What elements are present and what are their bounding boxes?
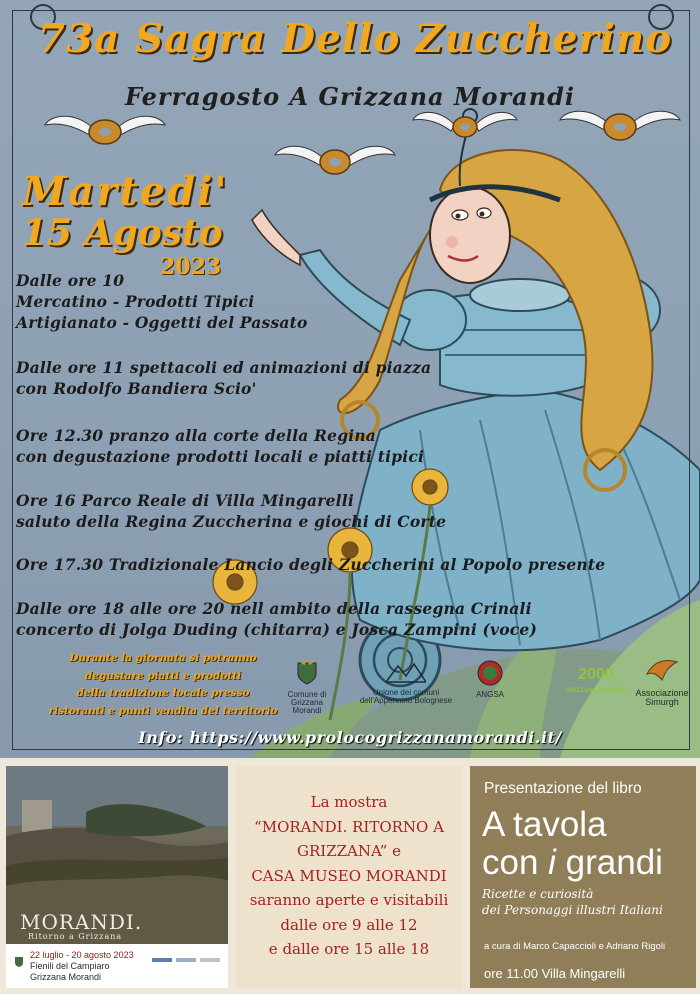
unione-comuni-logo (346, 660, 466, 705)
program-item-launch (16, 554, 605, 575)
note-line: Durante la giornata si potranno (69, 652, 257, 664)
angsa-icon (477, 660, 503, 686)
program-item-shows (16, 357, 431, 399)
book-presentation (470, 766, 696, 988)
exhibition-venue: Fienili del Campiaro (30, 961, 110, 971)
exhibition-line: dalle ore 9 alle 12 (280, 915, 418, 934)
program-line: concerto di Jolga Duding (chitarra) e Josca Zampini (voce) (16, 620, 538, 639)
book-time-place: ore 11.00 Villa Mingarelli (484, 966, 626, 981)
logo-text: ANGSA (475, 690, 504, 699)
note-line: della tradizione locale presso (76, 687, 250, 699)
event-year: 2023 (160, 254, 222, 280)
event-title: 73a Sagra Dello Zuccherino (37, 16, 673, 62)
program-item-morning (16, 270, 308, 333)
winged-zuccherino-mid (275, 146, 395, 174)
program-line: Ore 16 Parco Reale di Villa Mingarelli (16, 491, 354, 510)
event-day: Martedi' (22, 168, 229, 215)
simurgh-bird-icon (645, 656, 679, 684)
exhibition-card-subtitle: Ritorno a Grizzana (28, 932, 123, 941)
exhibition-line: saranno aperte e visitabili (249, 891, 449, 909)
angsa-logo (470, 660, 510, 699)
exhibition-dates: 22 luglio - 20 agosto 2023 (30, 950, 134, 960)
book-subtitle (482, 886, 663, 918)
exhibition-line: “MORANDI. RITORNO A (254, 817, 444, 836)
exhibition-place: Grizzana Morandi (30, 972, 102, 982)
event-date: 15 Agosto (22, 212, 223, 254)
logo-text: Grizzana (290, 698, 323, 707)
exhibition-card-title: MORANDI. (20, 910, 143, 934)
book-subtitle-line: dei Personaggi illustri Italiani (482, 903, 663, 917)
comune-small-icon (14, 956, 24, 968)
logo-text: Associazione (635, 688, 689, 698)
program-line: saluto della Regina Zuccherina e giochi di Corte (16, 512, 447, 531)
program-line: Mercatino - Prodotti Tipici (16, 292, 255, 311)
comune-logo (280, 660, 334, 715)
program-item-concert (16, 598, 537, 640)
program-line: Dalle ore 11 spettacoli ed animazioni di piazza (16, 358, 432, 377)
simurgh-logo (632, 656, 692, 707)
bottom-panels (0, 758, 700, 994)
logo-text: Comune di (287, 690, 327, 699)
program-line: Ore 17.30 Tradizionale Lancio degli Zuccherini al Popolo presente (16, 555, 606, 574)
info-link[interactable]: Info: https://www.prolocogrizzanamorandi.it/ (138, 728, 562, 747)
book-authors: a cura di Marco Capaccioli e Adriano Rigoli (484, 941, 666, 952)
sponsor-strip-icon (152, 956, 222, 964)
event-subtitle: Ferragosto A Grizzana Morandi (124, 82, 576, 111)
logo-text: Morandi (292, 706, 322, 715)
program-line: con Rodolfo Bandiera Scio' (16, 379, 257, 398)
logo-text: Simurgh (645, 697, 679, 707)
book-title-grandi: grandi (555, 843, 663, 882)
pro-loco-logo (562, 664, 630, 695)
coat-of-arms-icon (296, 660, 318, 686)
program-item-lunch (16, 425, 424, 467)
exhibition-card-caption (30, 950, 134, 983)
program-item-park (16, 490, 446, 532)
exhibition-line: GRIZZANA” e (297, 842, 401, 860)
note-line: degustare piatti e prodotti (84, 669, 242, 682)
book-title-line1: A tavola (482, 805, 607, 844)
exhibition-line: La mostra (310, 793, 388, 811)
book-title-line2 (482, 844, 663, 882)
book-title-con: con (482, 843, 549, 882)
book-subtitle-line: Ricette e curiosità (482, 887, 594, 901)
program-line: Dalle ore 10 (16, 271, 125, 290)
logo-text: GRIZZANA MORANDI (565, 688, 627, 694)
winged-zuccherino-right (560, 111, 680, 140)
exhibition-line: e dalle ore 15 alle 18 (268, 940, 430, 958)
book-presentation-label: Presentazione del libro (484, 780, 642, 797)
logo-text: dell'Appennino Bolognese (359, 696, 453, 705)
program-line: con degustazione prodotti locali e piatti tipici (16, 447, 425, 466)
during-the-day-note (48, 650, 278, 720)
svg-text:2000: 2000 (578, 666, 614, 682)
pro-loco-icon (566, 664, 626, 682)
book-title-i: i (548, 843, 556, 882)
logo-text: Unione dei comuni (372, 688, 440, 697)
exhibition-info (236, 766, 462, 988)
winged-zuccherino-center (413, 112, 517, 137)
exhibition-info-text (236, 790, 462, 962)
program-line: Ore 12.30 pranzo alla corte della Regina (16, 426, 377, 445)
mountains-icon (386, 660, 426, 684)
exhibition-line: CASA MUSEO MORANDI (251, 866, 447, 885)
program-line: Artigianato - Oggetti del Passato (16, 313, 308, 332)
winged-zuccherino-left (45, 116, 165, 144)
exhibition-card (6, 766, 228, 988)
program-line: Dalle ore 18 alle ore 20 nell ambito della rassegna Crinali (16, 599, 532, 618)
note-line: ristoranti e punti vendita del territorio (48, 704, 278, 717)
